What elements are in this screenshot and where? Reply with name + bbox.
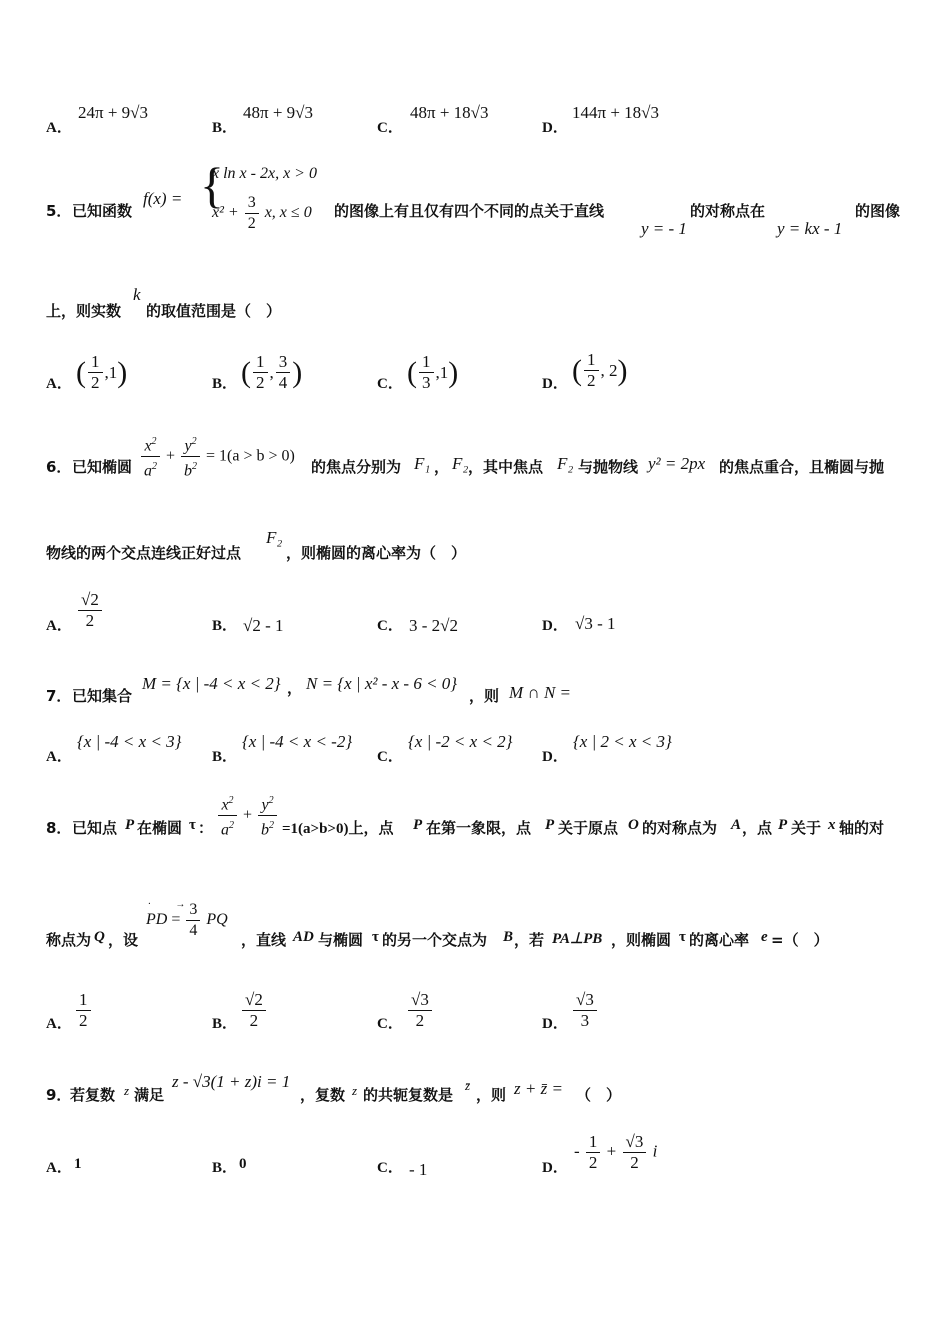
q8-option-a[interactable] <box>74 990 93 1031</box>
q6-number: 6． <box>46 458 72 476</box>
q5-line-b: 上，则实数 <box>46 302 122 320</box>
q5-option-d-frac <box>584 350 599 391</box>
q8-option-c-den: 2 <box>415 1011 425 1030</box>
q4-option-a[interactable]: 24π + 9√3 <box>78 103 149 122</box>
q8-a: A <box>731 817 742 833</box>
q8-p4: P <box>778 817 788 833</box>
q7-option-b[interactable]: {x | -4 < x < -2} <box>242 732 353 751</box>
q6-frac-y: $\frac{y^2}{b^2}$ <box>181 432 200 482</box>
q6-ellipse-eq <box>139 432 295 482</box>
q8-ad: AD <box>293 929 314 945</box>
q6-eq-tail: = 1(a > b > 0) <box>206 447 295 465</box>
q9-option-b-label: B． <box>212 1160 238 1176</box>
q4-option-a-label: A． <box>46 120 72 136</box>
q8-vec-num: 3 <box>186 900 200 921</box>
q5-case2-frac <box>245 193 259 234</box>
q5-option-b-rparen: ) <box>292 355 303 389</box>
q7-lead: 已知集合 <box>72 687 133 705</box>
q8-colon: ： <box>198 819 214 837</box>
q5-option-b-frac2 <box>276 352 291 393</box>
q9-option-a[interactable]: 1 <box>74 1156 82 1172</box>
q8-tau2: τ <box>372 929 379 945</box>
q5-option-d[interactable] <box>572 350 628 391</box>
q7-set-m: M = {x | -4 < x < 2} <box>142 674 281 693</box>
q8-p2: P <box>413 817 423 833</box>
q9-option-d-label: D． <box>542 1160 568 1176</box>
q5-case2-a: x² + <box>212 204 239 222</box>
q9-option-d-num2: √3 <box>623 1132 647 1153</box>
q8-quadrant: 在第一象限，点 <box>426 819 532 837</box>
q5-option-b[interactable] <box>241 352 302 393</box>
q8-set: ，设 <box>108 931 139 949</box>
q5-option-c-after: ,1 <box>435 362 449 382</box>
q5-mid2: 的对称点在 <box>690 202 766 220</box>
q5-option-d-label: D． <box>542 376 568 392</box>
q8-option-c[interactable] <box>406 990 434 1031</box>
q9-option-b[interactable]: 0 <box>239 1156 247 1172</box>
q6-lead: 已知椭圆 <box>72 458 133 476</box>
q8-eq-tail: =1(a>b>0)上，点 <box>282 821 394 837</box>
q4-option-b[interactable]: 48π + 9√3 <box>243 103 314 122</box>
q8-option-a-num: 1 <box>76 990 91 1011</box>
q9-option-d[interactable] <box>574 1132 657 1173</box>
q9-option-a-label: A． <box>46 1160 72 1176</box>
q8-frac-x: $\frac{x^2}{a^2}$ <box>218 791 237 841</box>
q5-option-b-frac1 <box>253 352 268 393</box>
q5-lead: 已知函数 <box>72 202 133 220</box>
q4-option-d-label: D． <box>542 120 568 136</box>
q5-option-d-after: , 2 <box>600 360 618 380</box>
q9-option-d-den: 2 <box>588 1153 598 1172</box>
q5-option-b-den: 2 <box>256 373 265 392</box>
q9-z2: z <box>352 1083 358 1098</box>
q7-number: 7． <box>46 687 72 705</box>
q8-option-b-frac <box>242 990 266 1031</box>
q8-option-a-label: A． <box>46 1016 72 1032</box>
q5-option-c[interactable] <box>407 352 458 393</box>
q6-f2: F₂ <box>452 454 469 473</box>
q7-sep: ， <box>287 679 303 697</box>
q5-mid1: 的图像上有且仅有四个不同的点关于直线 <box>334 202 605 220</box>
q6-f1: F₁ <box>414 454 431 473</box>
q8-sym2: ，点 <box>742 819 773 837</box>
q5-option-c-frac <box>419 352 434 393</box>
q8-frac-y: $\frac{y^2}{b^2}$ <box>258 791 277 841</box>
q8-tau3: τ <box>679 929 686 945</box>
q8-option-d[interactable] <box>571 990 599 1031</box>
q8-option-d-frac <box>573 990 597 1031</box>
q5-brace: { <box>200 157 224 213</box>
q5-option-d-num: 1 <box>584 350 599 371</box>
q5-option-c-rparen: ) <box>448 355 459 389</box>
q6-mid4: 的焦点重合，且椭圆与抛 <box>719 458 885 476</box>
q5-fx: f(x) = <box>143 189 183 208</box>
q5-k: k <box>133 285 141 304</box>
q5-option-c-lparen: ( <box>407 355 417 389</box>
q5-option-b-comma: , <box>269 362 274 382</box>
q5-case2-den: 2 <box>247 215 256 232</box>
q6-option-d[interactable]: √3 - 1 <box>575 614 616 633</box>
q9-then: ，则 <box>476 1086 507 1104</box>
q9-mid: ，复数 <box>300 1086 346 1104</box>
q8-sym2c: 轴的对 <box>839 819 885 837</box>
q6-mid3: 与抛物线 <box>578 458 639 476</box>
q6-mid2: ，其中焦点 <box>468 458 544 476</box>
q8-option-b-label: B． <box>212 1016 238 1032</box>
q8-tail: =（ ） <box>771 931 829 949</box>
q4-option-d[interactable]: 144π + 18√3 <box>572 103 660 122</box>
q8-vec-rhs: PQ <box>206 911 228 929</box>
q6-parabola: y² = 2px <box>648 454 706 473</box>
q8-if: ，若 <box>514 931 545 949</box>
q9-option-d-den2: 2 <box>630 1153 639 1172</box>
q8-sym2b: 关于 <box>791 819 822 837</box>
q7-option-d[interactable]: {x | 2 < x < 3} <box>573 732 672 751</box>
q6-plus: + <box>166 447 176 465</box>
q8-option-d-den: 3 <box>580 1011 590 1030</box>
q7-tail: ，则 <box>469 687 500 705</box>
q5-option-a-lparen: ( <box>76 355 86 389</box>
q8-vec-arrow: → <box>175 899 186 911</box>
q8-line-c: ，直线 <box>241 931 287 949</box>
q9-z: z <box>124 1083 130 1098</box>
q8-option-c-label: C． <box>377 1016 403 1032</box>
q8-option-b-num: √2 <box>242 990 266 1011</box>
q5-option-a-after: ,1 <box>104 362 118 382</box>
q9-option-d-plus: + <box>606 1141 617 1161</box>
q8-vec-lhs-dot: · <box>148 899 151 911</box>
q5-case2 <box>212 193 312 234</box>
q8-other: 的另一个交点为 <box>382 931 488 949</box>
q7-option-d-label: D． <box>542 749 568 765</box>
q4-option-c-label: C． <box>377 120 403 136</box>
q5-option-d-den: 2 <box>587 371 596 390</box>
q5-option-a-den: 2 <box>91 373 100 392</box>
q5-case2-num: 3 <box>245 193 259 214</box>
q6-option-b[interactable]: √2 - 1 <box>243 616 284 635</box>
q8-with: 与椭圆 <box>318 931 364 949</box>
q8-then: ，则椭圆 <box>611 931 672 949</box>
q5-line2: y = kx - 1 <box>777 219 843 238</box>
q4-option-c[interactable]: 48π + 18√3 <box>410 103 489 122</box>
q8-line-b: 称点为 <box>46 931 92 949</box>
q8-ecc: 的离心率 <box>689 931 750 949</box>
q6-mid1: 的焦点分别为 <box>311 458 402 476</box>
q8-q: Q <box>94 929 105 945</box>
q8-tau: τ <box>189 817 196 833</box>
q9-option-d-num: 1 <box>586 1132 601 1153</box>
q6-option-c-label: C． <box>377 618 403 634</box>
q6-option-b-label: B． <box>212 618 238 634</box>
q9-lead: 若复数 <box>70 1086 116 1104</box>
q8-option-d-num: √3 <box>573 990 597 1011</box>
q5-option-c-label: C． <box>377 376 403 392</box>
q4-option-b-label: B． <box>212 120 238 136</box>
q8-vec-lhs: · PD <box>146 899 168 929</box>
q8-p: P <box>125 817 135 833</box>
q7-option-b-label: B． <box>212 749 238 765</box>
q9-option-d-frac1 <box>586 1132 601 1173</box>
q7-set-n: N = {x | x² - x - 6 < 0} <box>306 674 458 693</box>
q8-on: 在椭圆 <box>137 819 183 837</box>
q5-option-b-den2: 4 <box>278 373 288 392</box>
q8-vec-eq-sign: → = <box>171 899 186 929</box>
q8-number: 8． <box>46 819 72 837</box>
q9-eq: z - √3(1 + z)i = 1 <box>172 1072 291 1091</box>
q8-option-b-den: 2 <box>249 1011 259 1030</box>
q6-f2c: F₂ <box>266 528 283 547</box>
q5-number: 5． <box>46 202 72 220</box>
q9-option-c[interactable]: - 1 <box>409 1160 428 1179</box>
q7-expr: M ∩ N = <box>509 683 571 702</box>
q5-option-b-label: B． <box>212 376 238 392</box>
q6-frac-x: $\frac{x^2}{a^2}$ <box>141 432 160 482</box>
q6-option-a[interactable] <box>76 590 104 631</box>
q8-option-b[interactable] <box>240 990 268 1031</box>
q8-option-a-den: 2 <box>79 1011 88 1030</box>
q5-option-d-lparen: ( <box>572 353 582 387</box>
q6-sep: ， <box>434 458 450 476</box>
q8-e: e <box>761 929 768 945</box>
q5-tail: 的取值范围是（ ） <box>146 302 282 320</box>
q8-lead: 已知点 <box>72 819 118 837</box>
q8-sym1: 关于原点 <box>558 819 619 837</box>
q6-line-b: 物线的两个交点连线正好过点 <box>46 544 242 562</box>
q6-option-c[interactable]: 3 - 2√2 <box>409 616 458 635</box>
q6-option-d-label: D． <box>542 618 568 634</box>
q7-option-a[interactable]: {x | -4 < x < 3} <box>77 732 182 751</box>
q5-option-b-lparen: ( <box>241 355 251 389</box>
q8-vector-eq <box>146 900 228 941</box>
q9-expr: z + z̄ = <box>514 1079 563 1098</box>
q5-option-b-num: 1 <box>253 352 268 373</box>
q8-vec-den: 4 <box>189 922 198 939</box>
q5-option-d-rparen: ) <box>617 353 628 387</box>
q6-option-a-num: √2 <box>78 590 102 611</box>
q7-option-c-label: C． <box>377 749 403 765</box>
q5-option-a[interactable] <box>76 352 127 393</box>
q6-option-a-frac <box>78 590 102 631</box>
q9-option-d-pre: - <box>574 1141 580 1161</box>
q8-vec-frac <box>186 900 200 941</box>
q8-option-c-frac <box>408 990 432 1031</box>
q9-zbar: z̄ <box>465 1078 471 1093</box>
q8-option-d-label: D． <box>542 1016 568 1032</box>
q5-option-c-den: 3 <box>422 373 431 392</box>
q5-option-a-num: 1 <box>88 352 103 373</box>
q5-option-c-num: 1 <box>419 352 434 373</box>
q8-o: O <box>628 817 639 833</box>
q8-option-c-num: √3 <box>408 990 432 1011</box>
q6-tail: ，则椭圆的离心率为（ ） <box>286 544 467 562</box>
q5-option-a-frac <box>88 352 103 393</box>
q5-option-a-label: A． <box>46 376 72 392</box>
q9-conj: 的共轭复数是 <box>363 1086 454 1104</box>
q6-option-a-label: A． <box>46 618 72 634</box>
q5-option-b-num2: 3 <box>276 352 291 373</box>
q7-option-c[interactable]: {x | -2 < x < 2} <box>408 732 513 751</box>
q9-satisfy: 满足 <box>134 1086 165 1104</box>
q8-p3: P <box>545 817 555 833</box>
q8-option-a-frac <box>76 990 91 1031</box>
q6-option-a-den: 2 <box>85 611 95 630</box>
q7-option-a-label: A． <box>46 749 72 765</box>
q9-tail: （ ） <box>576 1086 622 1104</box>
q8-sym1b: 的对称点为 <box>642 819 718 837</box>
q8-perp: PA⊥PB <box>552 931 603 947</box>
q5-mid3: 的图像 <box>855 202 901 220</box>
q8-b: B <box>503 929 514 945</box>
q5-case2-b: x, x ≤ 0 <box>264 204 312 222</box>
q8-plus: + <box>243 806 253 824</box>
q9-number: 9． <box>46 1086 72 1104</box>
q9-option-d-i: i <box>652 1141 658 1161</box>
q6-f2b: F₂ <box>557 454 574 473</box>
q9-option-d-frac2 <box>623 1132 647 1173</box>
q8-ellipse-eq <box>216 791 279 841</box>
q8-x: x <box>828 817 836 833</box>
q9-option-c-label: C． <box>377 1160 403 1176</box>
q5-option-a-rparen: ) <box>117 355 128 389</box>
q5-line1: y = - 1 <box>641 219 687 238</box>
q5-case1: x ln x - 2x, x > 0 <box>212 165 317 182</box>
